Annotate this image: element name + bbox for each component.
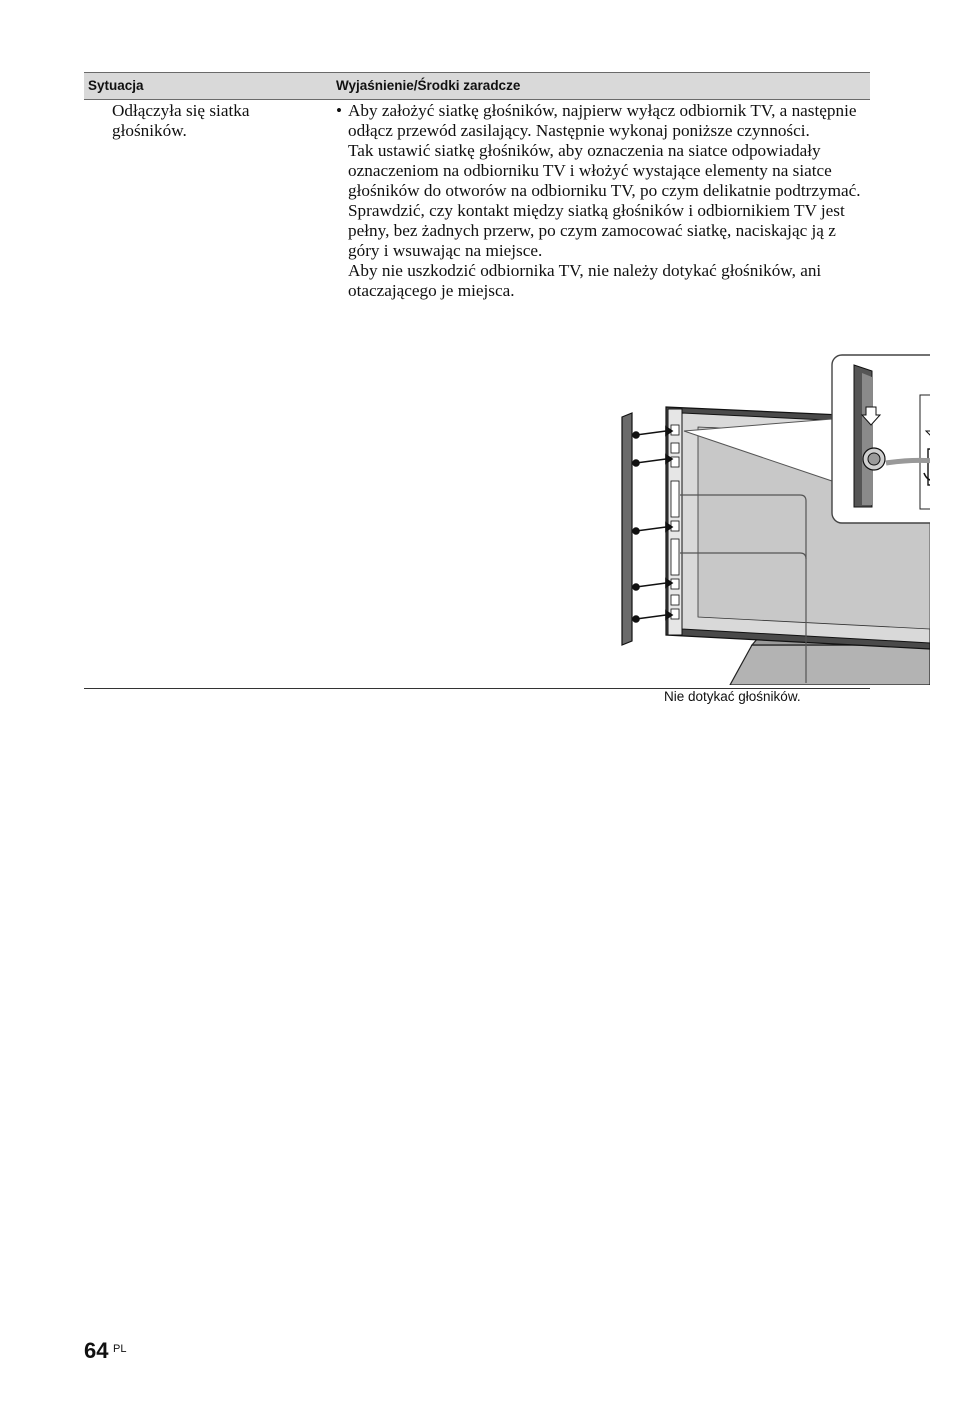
situation-cell: Odłączyła się siatka głośników. bbox=[112, 101, 250, 140]
explanation-paragraph-2: Tak ustawić siatkę głośników, aby oznaczenia na siatce odpowiadały oznaczeniom na odbiorniku TV i włożyć wystające elementy na siatce głośników do otworów na odbiorniku TV, po czym delikatnie podtrzymać. Sprawdzić, czy kontakt między siatką głośników i odbiornikiem TV jest pełny, bez żadnych przerw, po czym zamocować siatkę, naciskając ją z góry i wsuwając na miejsce. bbox=[348, 141, 861, 260]
header-explanation: Wyjaśnienie/Środki zaradcze bbox=[336, 78, 521, 93]
explanation-paragraph-1: Aby założyć siatkę głośników, najpierw wyłącz odbiornik TV, a następnie odłącz przewód zasilający. Następnie wykonaj poniższe czynności. bbox=[348, 101, 857, 140]
explanation-cell bbox=[336, 101, 870, 704]
explanation-paragraph-3: Aby nie uszkodzić odbiornika TV, nie należy dotykać głośników, ani otaczającego je miejsca. bbox=[348, 261, 822, 300]
table-row bbox=[84, 100, 870, 704]
page-number: 64 bbox=[84, 1338, 109, 1363]
header-situation: Sytuacja bbox=[88, 78, 144, 93]
table-header bbox=[84, 72, 870, 100]
tv-speaker-diagram bbox=[600, 353, 930, 685]
language-code: PL bbox=[113, 1343, 127, 1355]
bullet: • bbox=[336, 101, 343, 120]
troubleshooting-table bbox=[84, 72, 870, 704]
speaker-grille-illustration bbox=[600, 353, 930, 704]
figure-caption: Nie dotykać głośników. bbox=[664, 689, 801, 704]
